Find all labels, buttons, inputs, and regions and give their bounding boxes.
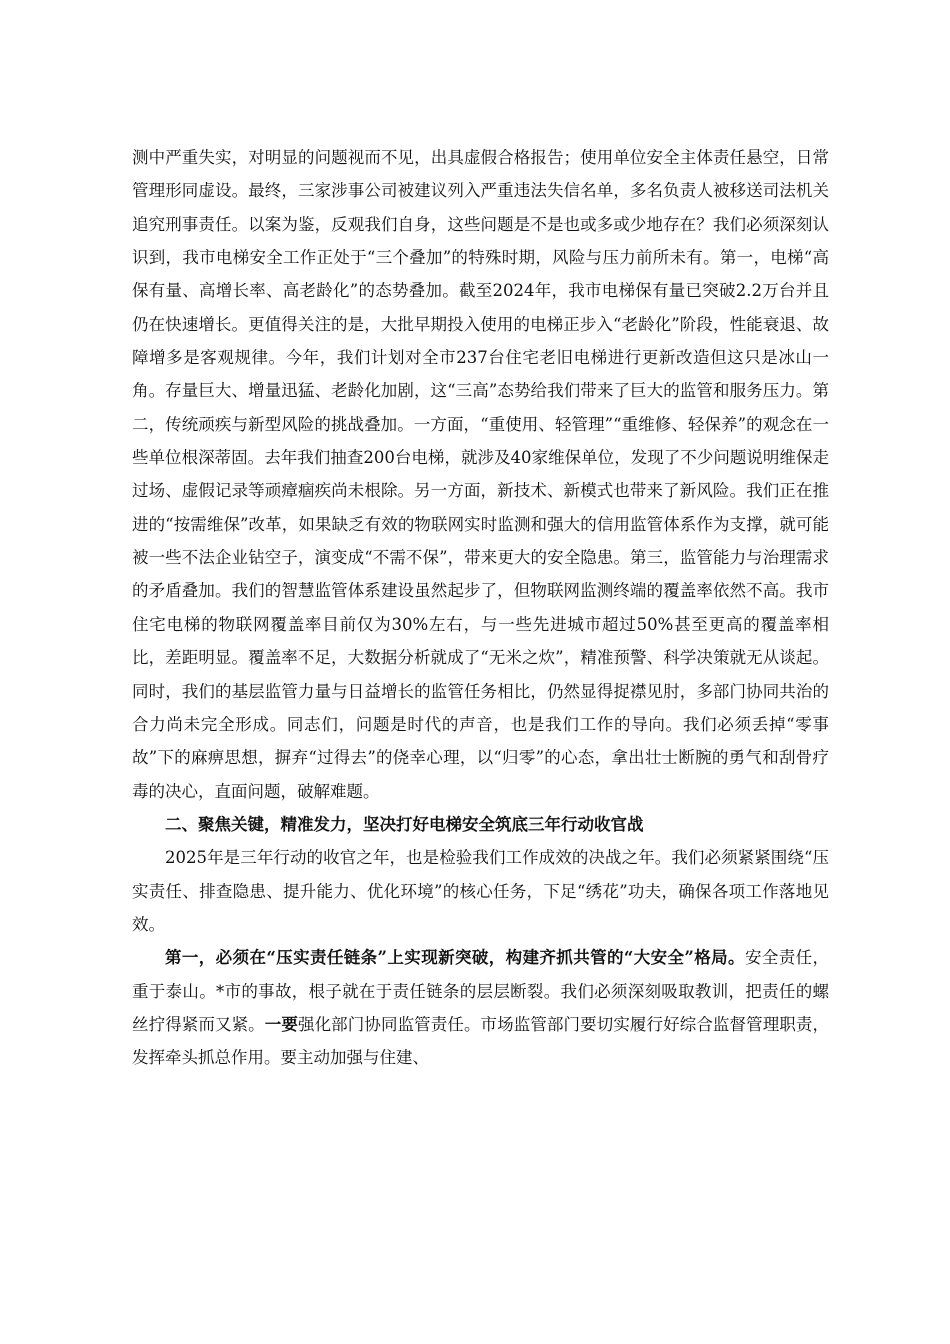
paragraph-intro: 2025年是三年行动的收官之年，也是检验我们工作成效的决战之年。我们必须紧紧围绕“压实责任、排查隐患、提升能力、优化环境”的核心任务，下足“绣花”功夫，确保各项工作落地见效。 bbox=[132, 848, 829, 934]
section-heading: 二、聚焦关键，精准发力，坚决打好电梯安全筑底三年行动收官战 bbox=[165, 814, 644, 834]
paragraph-first-point bbox=[132, 941, 829, 1074]
point-body-text: 安全责任，重于泰山。*市的事故，根子就在于责任链条的层层断裂。我们必须深刻吸取教训，把责任的螺丝拧得紧而又紧。 bbox=[132, 948, 830, 1034]
sub-point-lead: 一要 bbox=[264, 1014, 298, 1034]
document-body bbox=[132, 141, 829, 1075]
sub-point-body: 强化部门协同监管责任。市场监管部门要切实履行好综合监督管理职责，发挥牵头抓总作用。要主动加强与住建、 bbox=[132, 1014, 830, 1068]
paragraph-continuation: 测中严重失实，对明显的问题视而不见，出具虚假合格报告；使用单位安全主体责任悬空，日常管理形同虚设。最终，三家涉事公司被建议列入严重违法失信名单，多名负责人被移送司法机关追究刑事责任。以案为鉴，反观我们自身，这些问题是不是也或多或少地存在？我们必须深刻认识到，我市电梯安全工作正处于“三个叠加”的特殊时期，风险与压力前所未有。第一，电梯“高保有量、高增长率、高老龄化”的态势叠加。截至2024年，我市电梯保有量已突破2.2万台并且仍在快速增长。更值得关注的是，大批早期投入使用的电梯正步入“老龄化”阶段，性能衰退、故障增多是客观规律。今年，我们计划对全市237台住宅老旧电梯进行更新改造但这只是冰山一角。存量巨大、增量迅猛、老龄化加剧，这“三高”态势给我们带来了巨大的监管和服务压力。第二，传统顽疾与新型风险的挑战叠加。一方面，“重使用、轻管理”“重维修、轻保养”的观念在一些单位根深蒂固。去年我们抽查200台电梯，就涉及40家维保单位，发现了不少问题说明维保走过场、虚假记录等顽瘴痼疾尚未根除。另一方面，新技术、新模式也带来了新风险。我们正在推进的“按需维保”改革，如果缺乏有效的物联网实时监测和强大的信用监管体系作为支撑，就可能被一些不法企业钻空子，演变成“不需不保”，带来更大的安全隐患。第三，监管能力与治理需求的矛盾叠加。我们的智慧监管体系建设虽然起步了，但物联网监测终端的覆盖率依然不高。我市住宅电梯的物联网覆盖率目前仅为30%左右，与一些先进城市超过50%甚至更高的覆盖率相比，差距明显。覆盖率不足，大数据分析就成了“无米之炊”，精准预警、科学决策就无从谈起。同时，我们的基层监管力量与日益增长的监管任务相比，仍然显得捉襟见肘，多部门协同共治的合力尚未完全形成。同志们，问题是时代的声音，也是我们工作的导向。我们必须丢掉“零事故”下的麻痹思想，摒弃“过得去”的侥幸心理，以“归零”的心态，拿出壮士断腕的勇气和刮骨疗毒的决心，直面问题，破解难题。 bbox=[132, 148, 829, 801]
point-lead-text: 第一，必须在“压实责任链条”上实现新突破，构建齐抓共管的“大安全”格局。 bbox=[165, 948, 745, 968]
